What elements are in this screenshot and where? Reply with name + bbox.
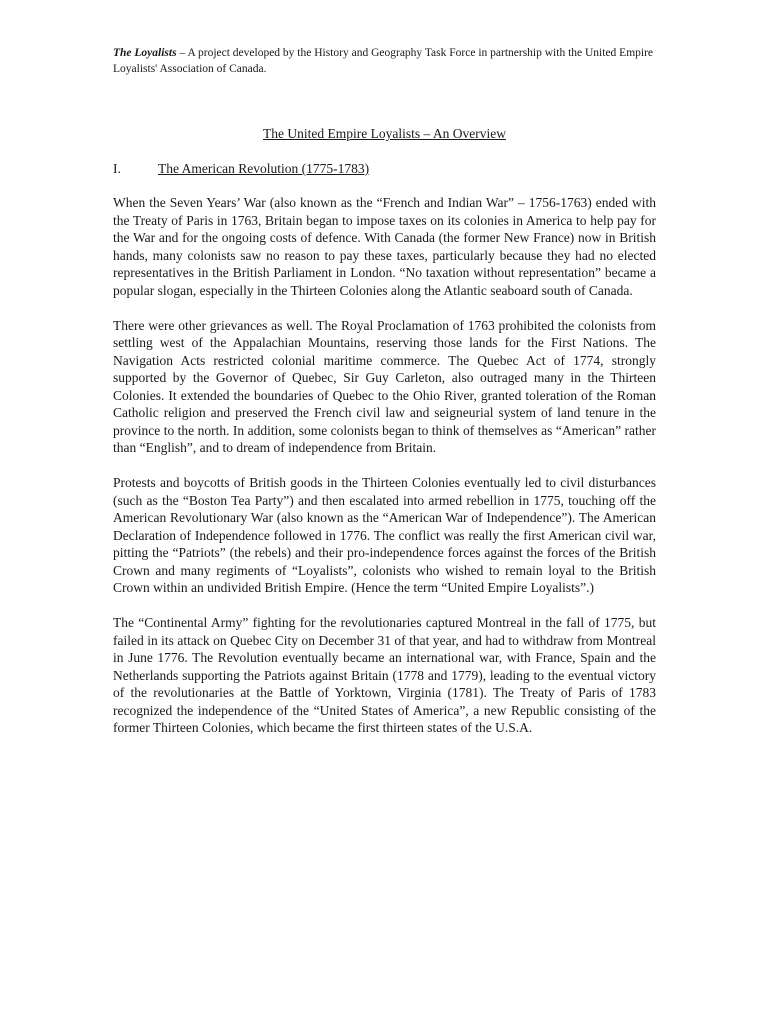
- section-title: The American Revolution (1775-1783): [158, 161, 370, 176]
- project-name: The Loyalists: [113, 47, 177, 59]
- paragraph: Protests and boycotts of British goods in the Thirteen Colonies eventually led to civil disturbances (such as the “Boston Tea Party”) and then escalated into armed rebellion in 1775, touching off the American Revolutionary War (also known as the “American War of Independence”). The American Declaration of Independence followed in 1776. The conflict was really the first American civil war, pitting the “Patriots” (the rebels) and their pro-independence forces against the forces of the British Crown and many regiments of “Loyalists”, colonists who wished to remain loyal to the British Crown within an undivided British Empire. (Hence the term “United Empire Loyalists”.): [113, 475, 656, 595]
- paragraph: There were other grievances as well. The Royal Proclamation of 1763 prohibited the colonists from settling west of the Appalachian Mountains, reserving those lands for the First Nations. The Navigation Acts restricted colonial maritime commerce. The Quebec Act of 1774, strongly supported by the Governor of Quebec, Sir Guy Carleton, also outraged many in the Thirteen Colonies. It extended the boundaries of Quebec to the Ohio River, granted toleration of the Roman Catholic religion and preserved the French civil law and seigneurial system of land tenure in the province to the north. In addition, some colonists began to think of themselves as “American” rather than “English”, and to dream of independence from Britain.: [113, 317, 656, 455]
- body-text: [113, 194, 656, 754]
- section-number: I.: [113, 161, 121, 176]
- project-description: – A project developed by the History and Geography Task Force in partnership with the United Empire Loyalists' Association of Canada.: [113, 47, 654, 75]
- section-heading: [113, 160, 656, 178]
- document-title: The United Empire Loyalists – An Overview: [263, 126, 506, 141]
- paragraph: When the Seven Years’ War (also known as the “French and Indian War” – 1756-1763) ended with the Treaty of Paris in 1763, Britain began to impose taxes on its colonies in America to help pay for the War and for the ongoing costs of defence. With Canada (the former New France) now in British hands, many colonists saw no reason to pay these taxes, particularly because they had no elected representatives in the British Parliament in London. “No taxation without representation” became a popular slogan, especially in the Thirteen Colonies along the Atlantic seaboard south of Canada.: [113, 195, 656, 298]
- page-header: [113, 45, 656, 77]
- paragraph: The “Continental Army” fighting for the revolutionaries captured Montreal in the fall of 1775, but failed in its attack on Quebec City on December 31 of that year, and had to withdraw from Montreal in June 1776. The Revolution eventually became an international war, with France, Spain and the Netherlands supporting the Patriots against Britain (1778 and 1779), leading to the eventual victory of the revolutionaries at the Battle of Yorktown, Virginia (1781). The Treaty of Paris of 1783 recognized the independence of the “United States of America”, a new Republic consisting of the former Thirteen Colonies, which became the first thirteen states of the U.S.A.: [113, 615, 656, 735]
